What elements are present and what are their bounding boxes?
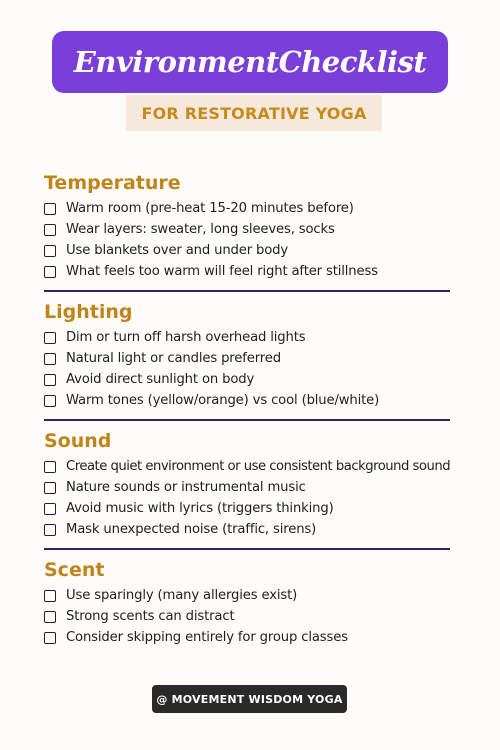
checklist-item-label: Warm tones (yellow/orange) vs cool (blue/white) (66, 393, 380, 408)
checkbox[interactable] (44, 203, 56, 215)
checkbox[interactable] (44, 266, 56, 278)
checkbox[interactable] (44, 611, 56, 623)
checkbox[interactable] (44, 332, 56, 344)
page-title: EnvironmentChecklist (73, 45, 427, 79)
section-scent (44, 557, 454, 648)
checklist-item[interactable] (44, 627, 454, 648)
checklist-item-label: What feels too warm will feel right after stillness (66, 264, 378, 279)
checkbox[interactable] (44, 482, 56, 494)
title-banner (52, 31, 448, 93)
checklist-item-label: Mask unexpected noise (traffic, sirens) (66, 522, 317, 537)
section-heading: Temperature (44, 172, 181, 194)
checklist-item[interactable] (44, 585, 454, 606)
checklist-item-label: Nature sounds or instrumental music (66, 480, 306, 495)
checklist-item-label: Use sparingly (many allergies exist) (66, 588, 298, 603)
checklist-item[interactable] (44, 390, 454, 411)
checklist-item[interactable] (44, 327, 454, 348)
checklist-item[interactable] (44, 261, 454, 282)
checklist-item-label: Avoid music with lyrics (triggers thinking) (66, 501, 334, 516)
checkbox[interactable] (44, 245, 56, 257)
checklist-item[interactable] (44, 198, 454, 219)
checklist-item-label: Warm room (pre-heat 15-20 minutes before) (66, 201, 354, 216)
checkbox[interactable] (44, 461, 56, 473)
section-heading: Scent (44, 559, 105, 581)
section-lighting (44, 299, 454, 411)
checklist-item[interactable] (44, 219, 454, 240)
checkbox[interactable] (44, 524, 56, 536)
checklist-item-label: Use blankets over and under body (66, 243, 289, 258)
subtitle-box (126, 95, 382, 131)
checklist-item[interactable] (44, 240, 454, 261)
section-heading: Sound (44, 430, 112, 452)
checklist-item[interactable] (44, 456, 454, 477)
checklist-item-label: Natural light or candles preferred (66, 351, 281, 366)
checklist-item-label: Create quiet environment or use consistent background sound (66, 459, 451, 474)
section-divider (44, 419, 450, 421)
checkbox[interactable] (44, 503, 56, 515)
checklist-item-label: Strong scents can distract (66, 609, 235, 624)
checklist-item-label: Dim or turn off harsh overhead lights (66, 330, 306, 345)
checkbox[interactable] (44, 590, 56, 602)
footer-credit: @ MOVEMENT WISDOM YOGA (156, 692, 343, 706)
section-sound (44, 428, 454, 540)
page-subtitle: FOR RESTORATIVE YOGA (141, 103, 367, 123)
checklist-item[interactable] (44, 606, 454, 627)
checkbox[interactable] (44, 632, 56, 644)
checklist-item[interactable] (44, 369, 454, 390)
checklist-item[interactable] (44, 519, 454, 540)
checkbox[interactable] (44, 395, 56, 407)
section-heading: Lighting (44, 301, 133, 323)
checklist-item[interactable] (44, 498, 454, 519)
checklist-item-label: Avoid direct sunlight on body (66, 372, 255, 387)
checklist-item[interactable] (44, 348, 454, 369)
checklist-item[interactable] (44, 477, 454, 498)
checkbox[interactable] (44, 224, 56, 236)
section-divider (44, 548, 450, 550)
checklist-item-label: Consider skipping entirely for group classes (66, 630, 348, 645)
checkbox[interactable] (44, 353, 56, 365)
checkbox[interactable] (44, 374, 56, 386)
section-temperature (44, 170, 454, 282)
footer-credit-badge (152, 685, 347, 713)
checklist-item-label: Wear layers: sweater, long sleeves, socks (66, 222, 335, 237)
section-divider (44, 290, 450, 292)
